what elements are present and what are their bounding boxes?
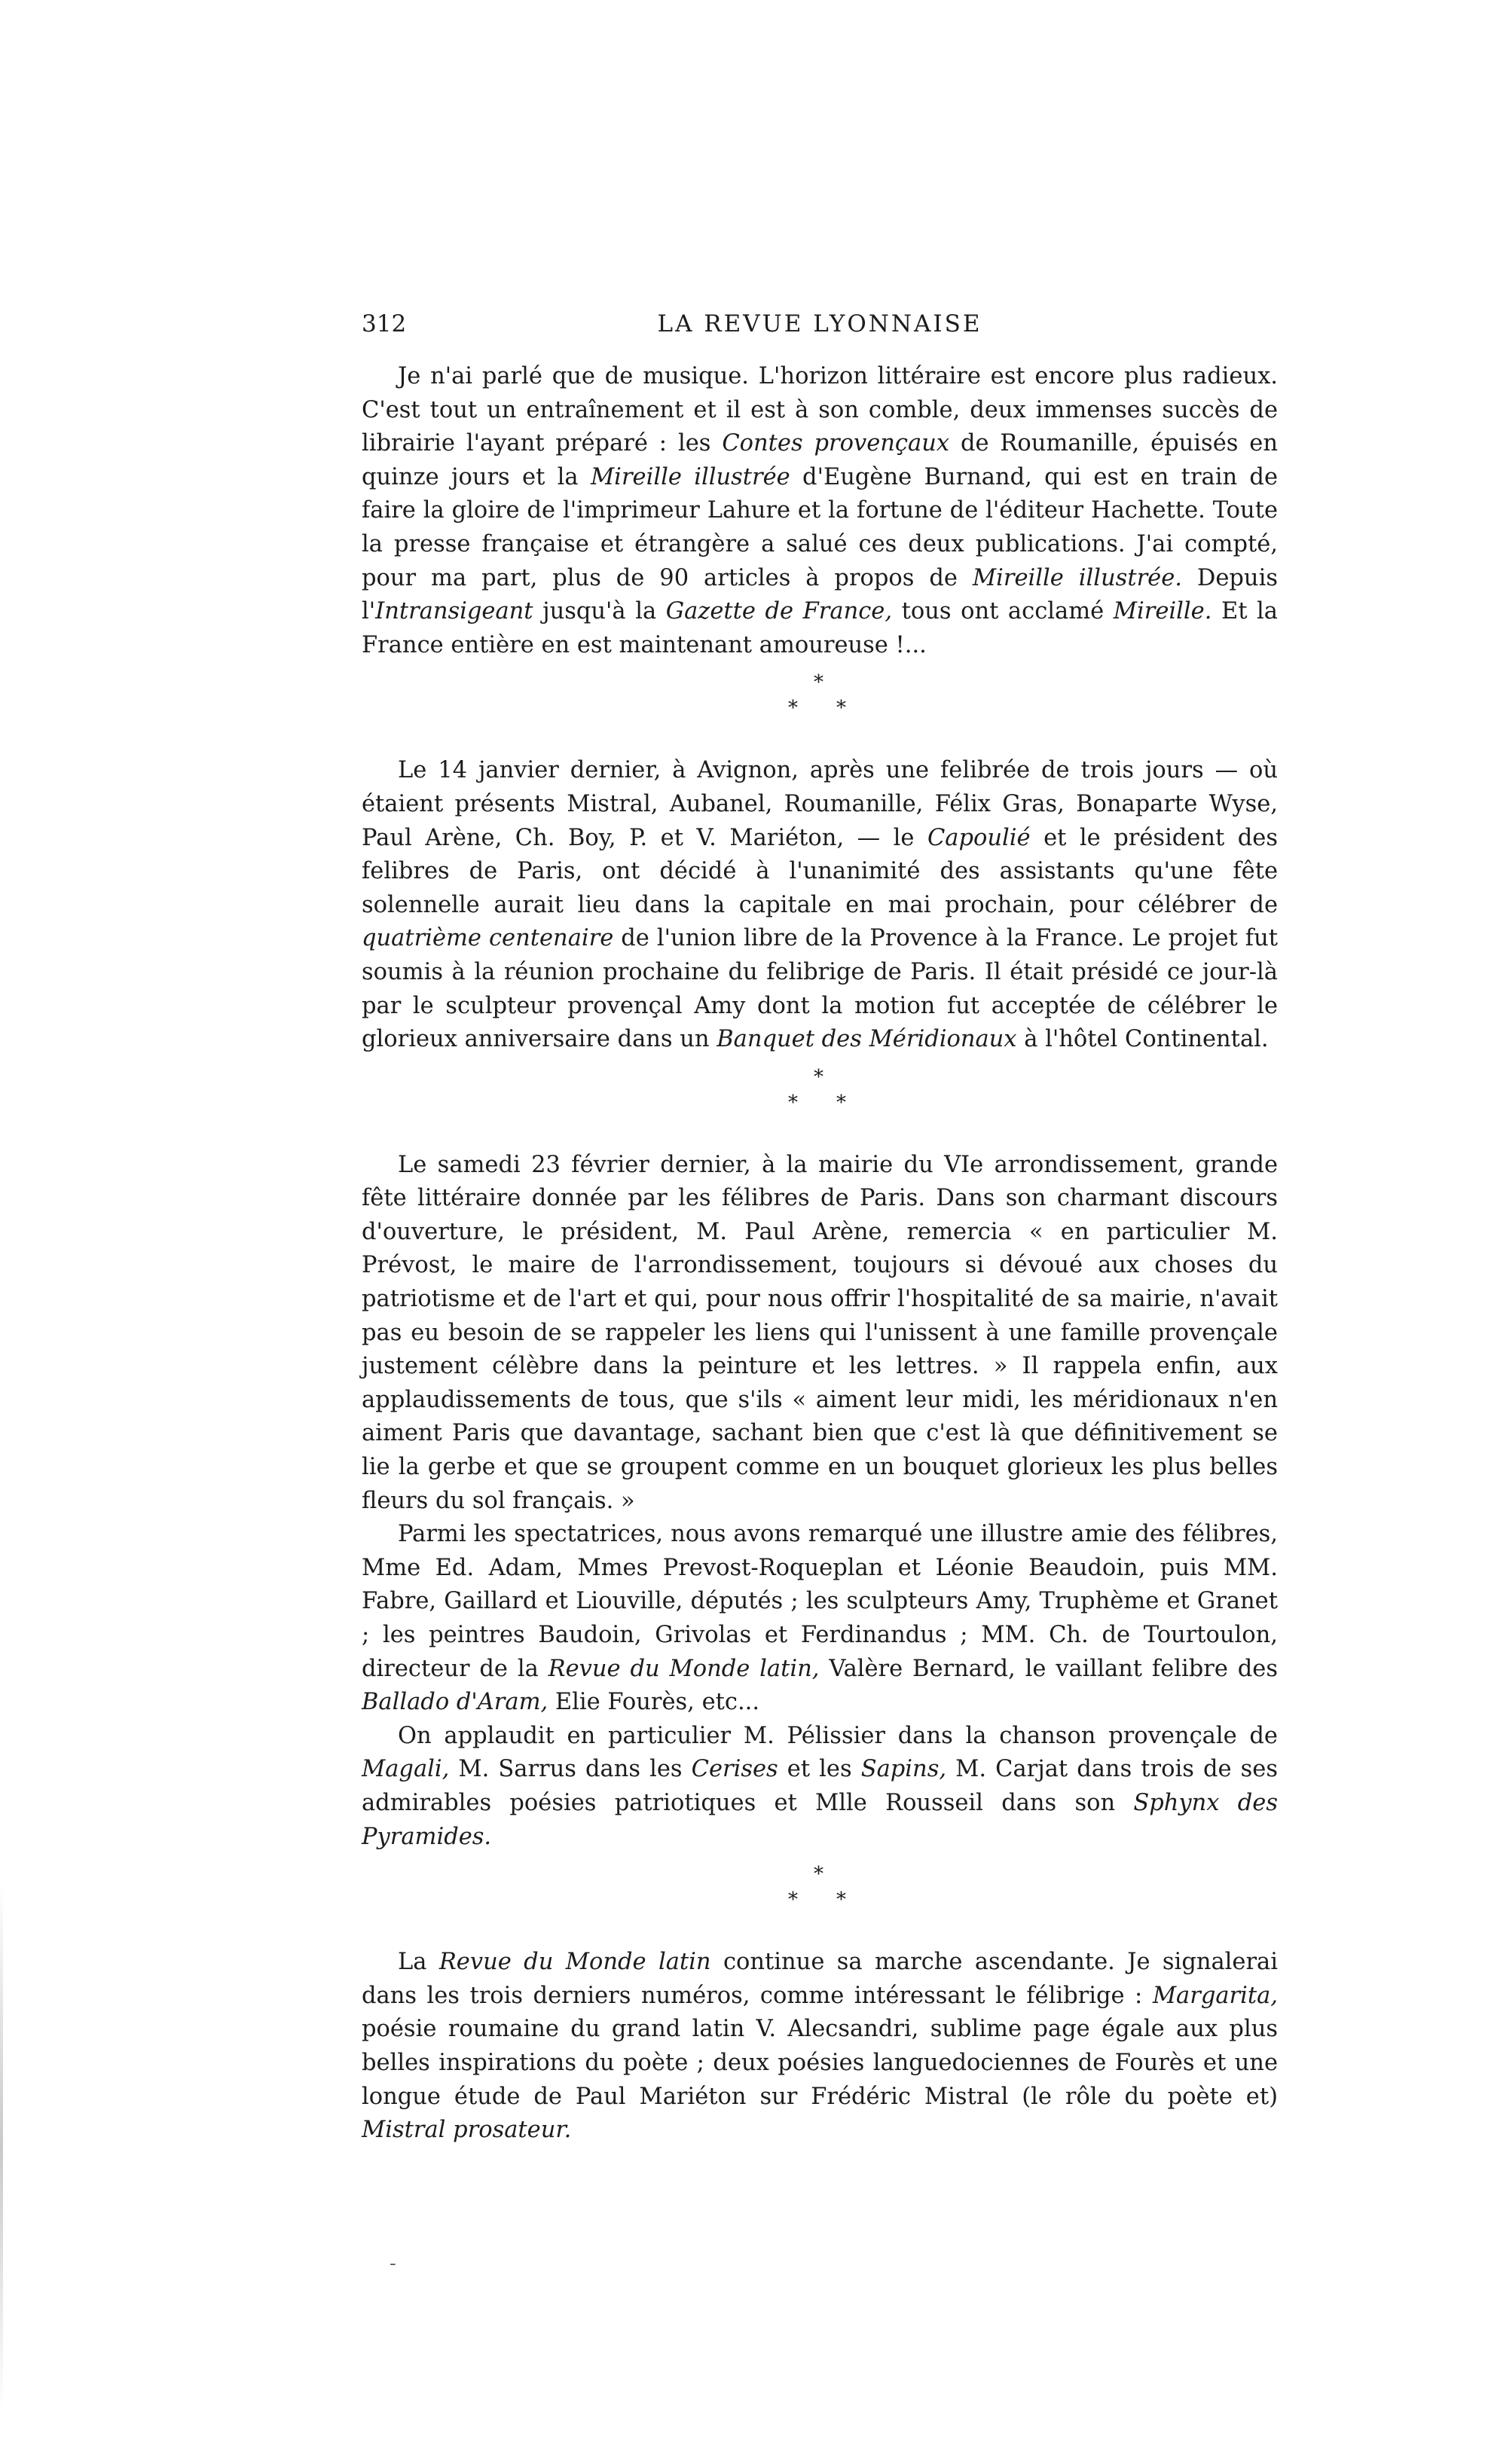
asterism-divider <box>362 1860 1278 1929</box>
text-run: Elie Fourès, etc... <box>548 1689 760 1716</box>
italic-title: Ballado d'Aram, <box>362 1689 548 1716</box>
paragraph-applause <box>362 1720 1278 1854</box>
italic-title: Revue du Monde latin <box>438 1949 711 1976</box>
italic-title: Contes provençaux <box>722 430 950 457</box>
italic-title: Mistral prosateur. <box>362 2117 572 2144</box>
italic-title: Revue du Monde latin, <box>548 1655 820 1682</box>
italic-title: Mireille illustrée <box>590 463 790 490</box>
binding-edge <box>0 1883 3 2411</box>
paragraph-revue <box>362 1946 1278 2148</box>
text-run: Valère Bernard, le vaillant felibre des <box>819 1655 1278 1682</box>
asterism-star: * <box>836 1091 846 1114</box>
italic-title: Margarita, <box>1152 1982 1278 2009</box>
text-run: à l'hôtel Continental. <box>1016 1026 1269 1053</box>
text-run: Et la France entière en est maintenant amoureuse !... <box>362 598 1278 658</box>
paragraph-spectatrices <box>362 1518 1278 1720</box>
running-title: LA REVUE LYONNAISE <box>657 310 982 337</box>
italic-title: Capoulié <box>927 824 1031 851</box>
italic-title: Cerises <box>691 1756 778 1783</box>
article-body <box>362 360 1278 2148</box>
stray-mark: - <box>390 2252 396 2275</box>
asterism-star: * <box>836 697 846 720</box>
text-run: jusqu'à la <box>533 598 666 625</box>
text-run: La <box>398 1949 439 1976</box>
text-run: continue sa marche ascendante. Je signalerai dans les trois derniers numéros, comme intéressant le félibrige : <box>362 1949 1278 2009</box>
text-run: Le samedi 23 février dernier, à la mairie du VIe arrondissement, grande fête littéraire donnée par les félibres de Paris. Dans son charmant discours d'ouverture, le président, M. Paul Arène, remercia « en particulier M. Prévost, le maire de l'arrondissement, toujours si dévoué aux choses du patriotisme et de l'art et qui, pour nous offrir l'hospitalité de sa mairie, n'avait pas eu besoin de se rappeler les liens qui l'unissent à une famille provençale justement célèbre dans la peinture et les lettres. » Il rappela enfin, aux applaudissements de tous, que s'ils « aiment leur midi, les méridionaux n'en aiment Paris que davantage, sachant bien que c'est là que définitivement se lie la gerbe et que se groupent comme en un bouquet glorieux les plus belles fleurs du sol français. » <box>362 1151 1278 1514</box>
paragraph-literature <box>362 360 1278 662</box>
italic-title: Intransigeant <box>375 598 533 625</box>
page-header <box>362 310 1278 353</box>
text-run: M. Sarrus dans les <box>449 1756 692 1783</box>
text-run: d'Eugène Burnand, qui est en train de faire la gloire de l'imprimeur Lahure et la fortune de l'éditeur Hachette. Toute la presse française et étrangère a salué ces deux publications. J'ai compté, pour ma part, plus de 90 articles à propos de <box>362 463 1279 591</box>
text-run: M. Carjat dans trois de ses admirables poésies patriotiques et Mlle Rousseil dans son <box>362 1756 1278 1816</box>
asterism-star: * <box>836 1888 846 1912</box>
asterism-divider <box>362 1063 1278 1132</box>
italic-title: Magali, <box>362 1756 450 1783</box>
italic-title: Banquet des Méridionaux <box>717 1026 1017 1053</box>
asterism-divider <box>362 668 1278 737</box>
page-number: 312 <box>362 310 407 337</box>
asterism-star: * <box>788 1091 798 1114</box>
asterism-star: * <box>788 1888 798 1912</box>
italic-title: Mireille. <box>1113 598 1212 625</box>
italic-title: quatrième centenaire <box>362 925 614 952</box>
italic-title: Mireille illustrée. <box>972 564 1182 591</box>
asterism-star: * <box>814 1863 823 1886</box>
text-run: et le président des felibres de Paris, ont décidé à l'unanimité des assistants qu'une fête solennelle aurait lieu dans la capitale en mai prochain, pour célébrer de <box>362 824 1278 918</box>
text-run: On applaudit en particulier M. Pélissier dans la chanson provençale de <box>398 1722 1278 1749</box>
italic-title: Sphynx des Pyramides. <box>362 1789 1278 1850</box>
text-run: tous ont acclamé <box>892 598 1114 625</box>
text-run: Parmi les spectatrices, nous avons remarqué une illustre amie des félibres, Mme Ed. Adam, Mmes Prevost-Roqueplan et Léonie Beaudoin, puis MM. Fabre, Gaillard et Liouville, députés ; les sculpteurs Amy, Truphème et Granet ; les peintres Baudoin, Grivolas et Ferdinandus ; MM. Ch. de Tourtoulon, directeur de la <box>362 1521 1278 1682</box>
text-run: de l'union libre de la Provence à la France. Le projet fut soumis à la réunion prochaine du felibrige de Paris. Il était présidé ce jour-là par le sculpteur provençal Amy dont la motion fut acceptée de célébrer le glorieux anniversaire dans un <box>362 925 1278 1053</box>
text-run: Le 14 janvier dernier, à Avignon, après une felibrée de trois jours — où étaient présents Mistral, Aubanel, Roumanille, Félix Gras, Bonaparte Wyse, Paul Arène, Ch. Boy, P. et V. Mariéton, — le <box>362 757 1278 851</box>
asterism-star: * <box>814 1065 823 1088</box>
text-run: et les <box>778 1756 861 1783</box>
paragraph-fete <box>362 1149 1278 1519</box>
asterism-star: * <box>788 697 798 720</box>
italic-title: Gazette de France, <box>665 598 893 625</box>
paragraph-avignon <box>362 754 1278 1056</box>
asterism-star: * <box>814 671 823 695</box>
text-run: Depuis l' <box>362 564 1278 625</box>
text-run: poésie roumaine du grand latin V. Alecsandri, sublime page égale aux plus belles inspirations du poète ; deux poésies languedociennes de Fourès et une longue étude de Paul Mariéton sur Frédéric Mistral (le rôle du poète et) <box>362 2016 1278 2110</box>
text-run: Je n'ai parlé que de musique. L'horizon littéraire est encore plus radieux. C'est tout un entraînement et il est à son comble, deux immenses succès de librairie l'ayant préparé : les <box>362 363 1278 457</box>
text-run: de Roumanille, épuisés en quinze jours et la <box>362 430 1278 490</box>
italic-title: Sapins, <box>860 1756 947 1783</box>
